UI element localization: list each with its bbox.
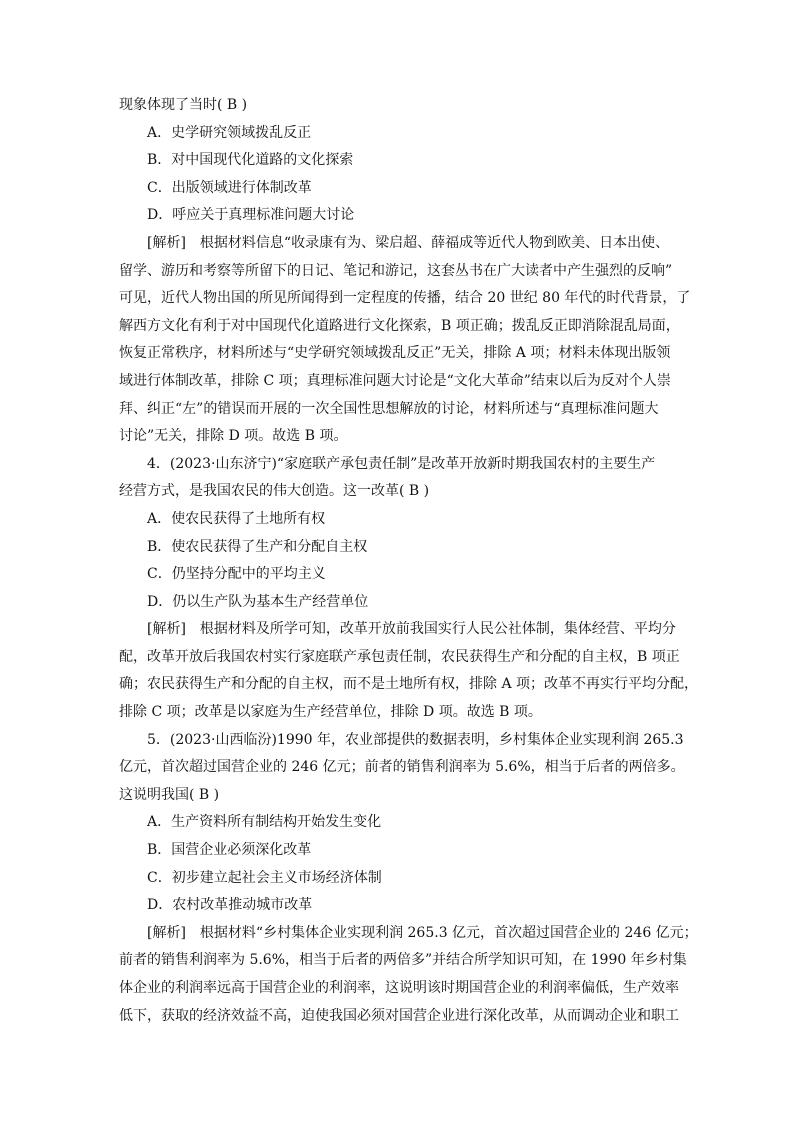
text-line: [解析] 根据材料“乡村集体企业实现利润 265.3 亿元，首次超过国营企业的 246 亿元； (147, 924, 698, 941)
text-line: D．农村改革推动城市改革 (147, 897, 313, 914)
text-line: D．呼应关于真理标准问题大讨论 (147, 207, 355, 224)
text-line: D．仍以生产队为基本生产经营单位 (147, 593, 369, 610)
text-line: 配，改革开放后我国农村实行家庭联产承包责任制，农民获得生产和分配的自主权，B 项正 (119, 648, 680, 665)
text-line: A．史学研究领域拨乱反正 (147, 124, 312, 141)
text-line: 经营方式，是我国农民的伟大创造。这一改革( B ) (119, 483, 430, 500)
text-line: 亿元，首次超过国营企业的 246 亿元；前者的销售利润率为 5.6%，相当于后者的两倍多。 (119, 759, 685, 776)
text-line: C．出版领域进行体制改革 (147, 179, 312, 196)
text-line: A．使农民获得了土地所有权 (147, 510, 326, 527)
text-line: 5．(2023·山西临汾)1990 年，农业部提供的数据表明，乡村集体企业实现利润 265.3 (147, 731, 684, 748)
text-line: 低下，获取的经济效益不高，迫使我国必须对国营企业进行深化改革，从而调动企业和职工 (119, 1007, 679, 1024)
document-body (119, 92, 699, 1030)
text-line: 域进行体制改革，排除 C 项；真理标准问题大讨论是“文化大革命”结束以后为反对个人崇 (119, 372, 671, 389)
text-line: B．对中国现代化道路的文化探索 (147, 152, 354, 169)
text-line: 确；农民获得生产和分配的自主权，而不是土地所有权，排除 A 项；改革不再实行平均分配， (119, 676, 699, 693)
text-line: 排除 C 项；改革是以家庭为生产经营单位，排除 D 项。故选 B 项。 (119, 704, 542, 721)
text-line: 4．(2023·山东济宁)“家庭联产承包责任制”是改革开放新时期我国农村的主要生产 (147, 455, 656, 472)
text-line: A．生产资料所有制结构开始发生变化 (147, 814, 382, 831)
text-line: B．使农民获得了生产和分配自主权 (147, 538, 368, 555)
text-line: [解析] 根据材料及所学可知，改革开放前我国实行人民公社体制，集体经营、平均分 (147, 621, 676, 638)
text-line: 这说明我国( B ) (119, 786, 220, 803)
text-line: 现象体现了当时( B ) (119, 97, 248, 113)
text-line: 拜、纠正“左”的错误而开展的一次全国性思想解放的讨论，材料所述与“真理标准问题大 (119, 400, 659, 417)
text-line: 解西方文化有利于对中国现代化道路进行文化探索，B 项正确；拨乱反正即消除混乱局面， (119, 317, 680, 334)
text-line: C．仍坚持分配中的平均主义 (147, 566, 326, 583)
text-line: 讨论”无关，排除 D 项。故选 B 项。 (119, 428, 348, 445)
text-line: B．国营企业必须深化改革 (147, 842, 312, 859)
text-line: 恢复正常秩序，材料所述与“史学研究领域拨乱反正”无关，排除 A 项；材料未体现出版领 (119, 345, 671, 362)
text-line: 体企业的利润率远高于国营企业的利润率，这说明该时期国营企业的利润率偏低，生产效率 (119, 980, 679, 996)
text-line: 前者的销售利润率为 5.6%，相当于后者的两倍多”并结合所学知识可知，在 1990 年乡村集 (119, 952, 687, 969)
text-line: [解析] 根据材料信息“收录康有为、梁启超、薛福成等近代人物到欧美、日本出使、 (147, 234, 670, 251)
text-line: 留学、游历和考察等所留下的日记、笔记和游记，这套丛书在广大读者中产生强烈的反响” (119, 262, 673, 279)
text-line: 可见，近代人物出国的所见所闻得到一定程度的传播，结合 20 世纪 80 年代的时代背景，了 (119, 290, 691, 307)
text-line: C．初步建立起社会主义市场经济体制 (147, 869, 382, 886)
